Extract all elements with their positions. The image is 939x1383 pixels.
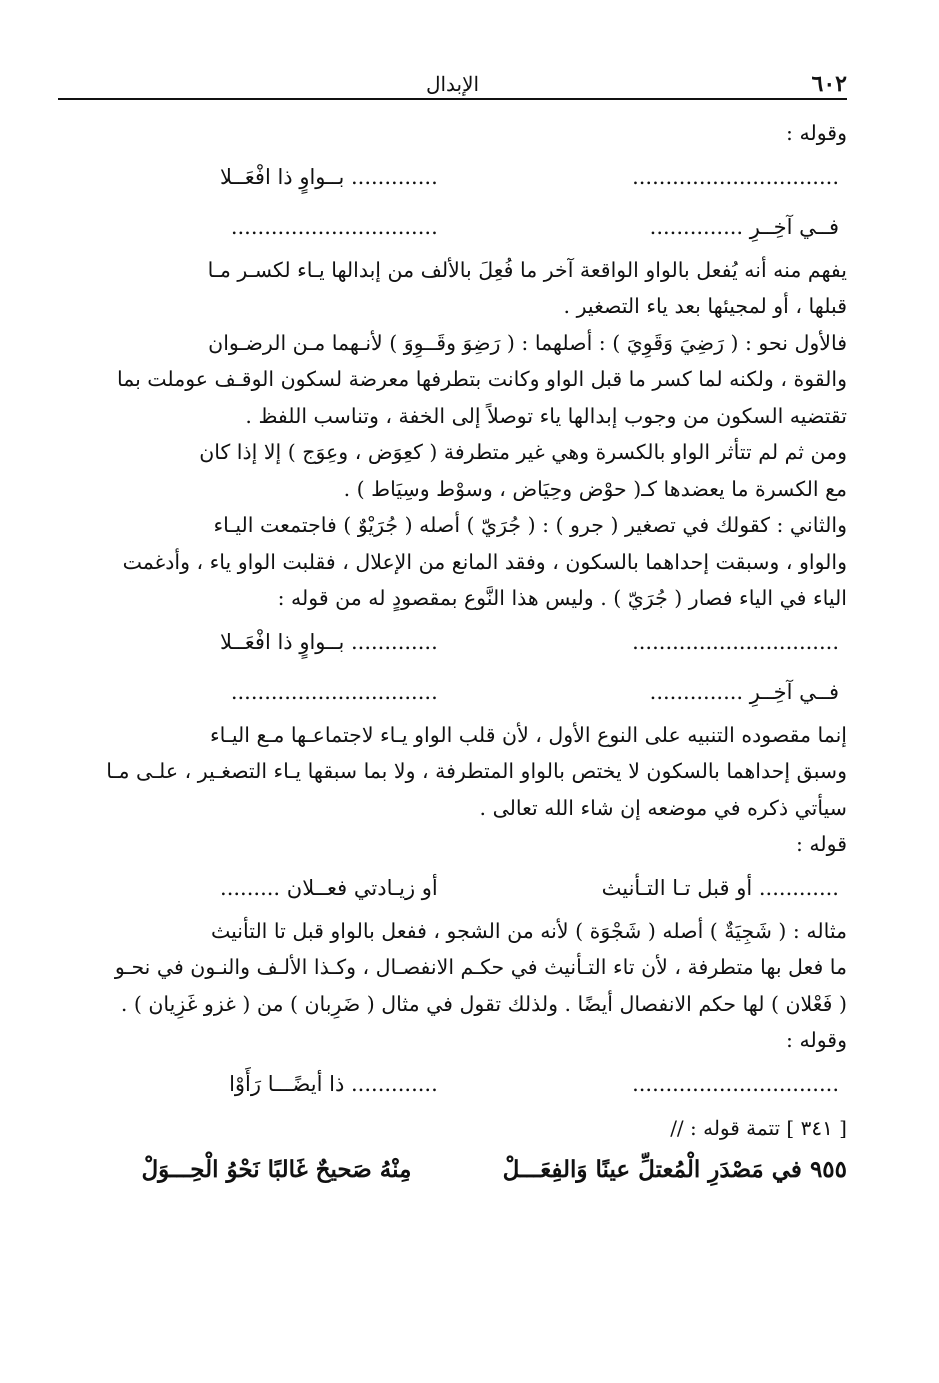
paragraph-line: الياء في الياء فصار ( جُرَيّ ) . وليس هذا النَّوع بمقصودٍ له من قوله : xyxy=(277,586,847,610)
verse-second-hemistich: ............................... xyxy=(230,214,438,239)
verse-first-hemistich: ٩٥٥ في مَصْدَرِ الْمُعتلِّ عينًا وَالفِعَـــلْ xyxy=(502,1156,847,1183)
verse-line xyxy=(52,1059,847,1109)
quote-label: وقوله : xyxy=(786,1028,847,1052)
paragraph-line: ( فَعْلان ) لها حكم الانفصال أيضًا . ولذلك تقول في مثال ( ضَرِبان ) من ( غزو غَزِيان ) . xyxy=(120,991,847,1016)
page-number: ٦٠٢ xyxy=(811,71,847,97)
paragraph-line: والواو ، وسبقت إحداهما بالسكون ، وفقد المانع من الإعلال ، فقلبت الواو ياء ، وأدغمت xyxy=(122,549,847,574)
paragraph-line: مثاله : ( شَجِيَةٌ ) أصله ( شَجْوَة ) لأنه من الشجو ، ففعل بالواو قبل تا التأنيث xyxy=(210,918,847,943)
verse-line xyxy=(52,863,847,913)
verse-line xyxy=(52,617,847,667)
quote-label: قوله : xyxy=(795,832,847,856)
verse-first-hemistich: ............ أو قبل تـا التـأنيث xyxy=(601,875,839,900)
verse-first-hemistich: ............................... xyxy=(632,1071,839,1096)
paragraph-line: قبلها ، أو لمجيئها بعد ياء التصغير . xyxy=(563,294,847,318)
verse-second-hemistich: ............. بــواوٍ ذا افْعَــلا xyxy=(219,629,438,654)
quote-label: وقوله : xyxy=(786,121,847,145)
paragraph-line: والثاني : كقولك في تصغير ( جرو ) : ( جُرَيّ ) أصله ( جُرَيْوٌ ) فاجتمعت اليـاء xyxy=(213,513,847,537)
verse-first-hemistich: فــي آخِــرِ .............. xyxy=(649,214,839,239)
verse-line xyxy=(52,202,847,252)
verse-line xyxy=(52,152,847,202)
page-header xyxy=(58,70,847,100)
paragraph-line: وسبق إحداهما بالسكون لا يختص بالواو المتطرفة ، ولا بما سبقها يـاء التصغـير ، علـى مـا xyxy=(106,759,847,783)
chapter-title: الإبدال xyxy=(425,72,480,96)
verse-first-hemistich: ............................... xyxy=(632,629,839,654)
paragraph-line: إنما مقصوده التنبيه على النوع الأول ، لأن قلب الواو يـاء لاجتماعـها مـع اليـاء xyxy=(209,722,847,747)
verse-first-hemistich: فــي آخِــرِ .............. xyxy=(649,679,839,704)
page-body xyxy=(52,115,847,1193)
verse-line xyxy=(52,667,847,717)
paragraph-line: تقتضيه السكون من وجوب إبدالها ياء توصلاً إلى الخفة ، وتناسب اللفظ . xyxy=(245,403,847,428)
verse-second-hemistich: ............. بــواوٍ ذا افْعَــلا xyxy=(219,164,438,189)
poem-verse-955 xyxy=(52,1147,847,1193)
reference-line: [ ٣٤١ ] تتمة قوله : // xyxy=(670,1115,847,1140)
paragraph-line: فالأول نحو : ( رَضِيَ وَقَوِيَ ) : أصلهما : ( رَضِوَ وقَــوِوَ ) لأنـهما مـن الرضـوان xyxy=(208,330,847,355)
paragraph-line: ما فعل بها متطرفة ، لأن تاء التـأنيث في حكـم الانفصـال ، وكـذا الألـف والنـون في نحـو xyxy=(114,955,847,979)
verse-second-hemistich: مِنْهُ صَحيحٌ غَالبًا نَحْوُ الْحِـــوَلْ xyxy=(141,1156,412,1183)
verse-first-hemistich: ............................... xyxy=(632,164,839,189)
verse-second-hemistich: ............. ذا أيضًـــا رَأَوْا xyxy=(229,1071,438,1096)
paragraph-line: سيأتي ذكره في موضعه إن شاء الله تعالى . xyxy=(479,795,847,820)
paragraph-line: والقوة ، ولكنه لما كسر ما قبل الواو وكانت بتطرفها معرضة لسكون الوقـف عوملت بما xyxy=(116,367,847,391)
paragraph-line: مع الكسرة ما يعضدها كـ( حوْض وحِيَاض ، وسوْط وسِيَاط ) . xyxy=(343,476,847,501)
paragraph-line: يفهم منه أنه يُفعل بالواو الواقعة آخر ما فُعِلَ بالألف من إبدالها يـاء لكسـر مـا xyxy=(207,257,847,282)
verse-second-hemistich: أو زيـادتي فعــلان ......... xyxy=(220,875,438,900)
verse-second-hemistich: ............................... xyxy=(230,679,438,704)
paragraph-line: ومن ثم لم تتأثر الواو بالكسرة وهي غير متطرفة ( كعِوَض ، وعِوَج ) إلا إذا كان xyxy=(199,440,847,464)
